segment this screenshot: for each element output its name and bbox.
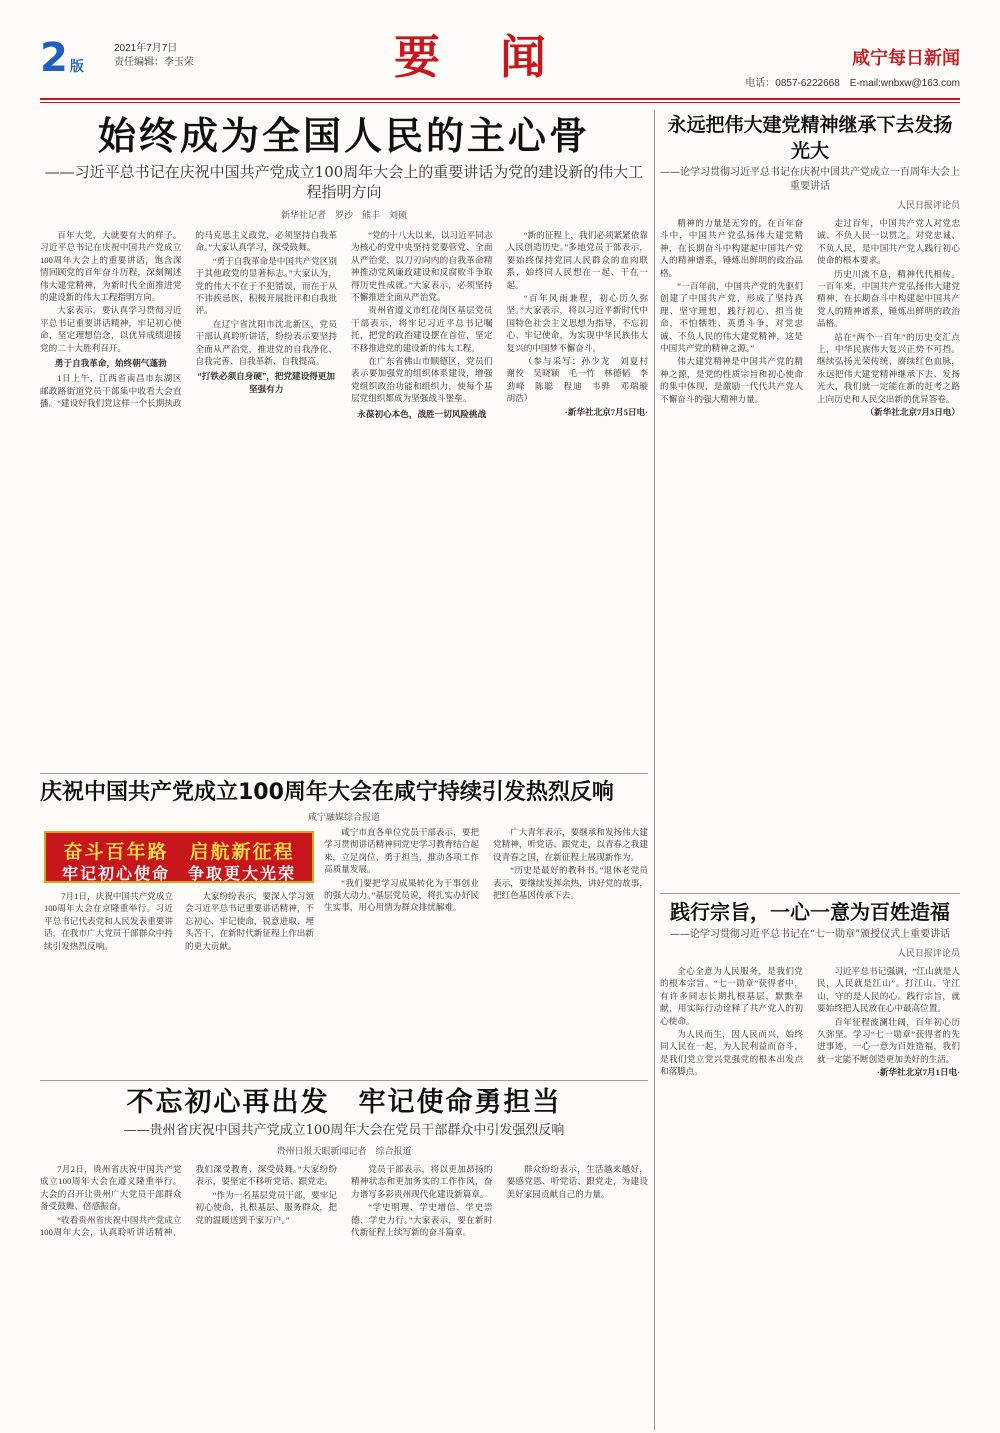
paragraph: 咸宁市直各单位党员干部表示，要把学习贯彻讲话精神同党史学习教育结合起来，立足岗位、勇于担当，推动各项工作高质量发展。 <box>324 827 479 875</box>
paragraph: 习近平总书记强调，“江山就是人民，人民就是江山”。打江山、守江山，守的是人民的心。践行宗旨，就要始终把人民放在心中最高位置。 <box>817 966 960 1014</box>
masthead-rule <box>40 98 960 100</box>
paragraph: 广大青年表示，要继承和发扬伟大建党精神，听党话、跟党走，以青春之我建设青春之国，在新征程上展现新作为。 <box>493 827 648 862</box>
page-number: 2 版 <box>40 35 84 81</box>
paragraph: “收看贵州省庆祝中国共产党成立100周年大会，认真聆听讲话精神，我们深受教育、深受鼓舞。”大家纷纷表示，要坚定不移听党话、跟党走。 <box>40 1164 337 1238</box>
contact-info: 电话：0857-6222668 E-mail:wnbxw@163.com <box>745 78 960 89</box>
lead-byline: 新华社记者 罗沙 熊丰 刘硕 <box>280 210 407 220</box>
paragraph: 贵州省遵义市红花岗区基层党员干部表示，将牢记习近平总书记嘱托，把党的政治建设摆在首位，坚定不移推进党的建设新的伟大工程。 <box>351 305 493 353</box>
issue-date: 2021年7月7日 <box>114 43 178 54</box>
paragraph: 在辽宁省沈阳市沈北新区，党员干部认真聆听讲话，纷纷表示要坚持全面从严治党，推进党的自我净化、自我完善、自我革新、自我提高。 <box>195 318 337 367</box>
paragraph: 站在“两个一百年”的历史交汇点上，中华民族伟大复兴正势不可挡。继续弘扬光荣传统、赓续红色血脉，永远把伟大建党精神继承下去、发扬光大，我们就一定能在新的赶考之路上向历史和人民交出新的优异答卷。 <box>817 331 960 404</box>
column-divider <box>654 110 655 1430</box>
lead-article <box>40 112 657 768</box>
commentary-1-headline[interactable]: 永远把伟大建党精神继承下去发扬光大 <box>667 114 953 162</box>
local-byline: 咸宁融媒综合报道 <box>307 812 380 822</box>
paper-logo: 咸宁每日新闻 <box>852 48 960 69</box>
article-signoff: （新华社北京7月3日电） <box>865 407 960 418</box>
paragraph: “党的十八大以来，以习近平同志为核心的党中央坚持党要管党、全面从严治党，以刀刃向内的自我革命精神推动党风廉政建设和反腐败斗争取得历史性成就。”大家表示，必须坚持不懈推进全面从严治党。 <box>351 230 493 303</box>
banner-line-1: 奋斗百年路 启航新征程 <box>63 841 295 863</box>
commentary-1-byline: 人民日报评论员 <box>896 200 960 210</box>
paragraph: 精神的力量是无穷的。在百年奋斗中，中国共产党弘扬伟大建党精神，在长期奋斗中构建起中国共产党人的精神谱系，锤炼出鲜明的政治品格。 <box>660 218 803 278</box>
commentary-article-1 <box>660 112 960 888</box>
lead-headline[interactable]: 始终成为全国人民的主心骨 <box>97 114 590 158</box>
bottom-article <box>40 1086 648 1428</box>
local-body-left <box>44 890 314 1072</box>
paragraph: 1日上午，江西省南昌市东湖区邮政路街道党员干部集中收看大会直播。“建设好我们党这样一个长期执政的马克思主义政党，必须坚持自我革命。”大家认真学习，深受鼓舞。 <box>40 230 337 409</box>
section-subheading: 勇于自我革命，始终朝气蓬勃 <box>54 358 167 369</box>
paragraph: 历史川流不息，精神代代相传。一百年来，中国共产党弘扬伟大建党精神，在长期奋斗中构建起中国共产党人的精神谱系，锤炼出鲜明的政治品格。 <box>817 268 960 329</box>
paragraph: 在广东省佛山市顺德区，党员们表示要加强党的组织体系建设，增强党组织政治功能和组织力，使每个基层党组织都成为坚强战斗堡垒。 <box>351 356 493 404</box>
section-title: 要闻 <box>394 30 606 84</box>
paragraph: “我们要把学习成果转化为干事创业的强大动力。”基层党员说，将扎实办好民生实事，用心用情为群众排忧解难。 <box>324 877 479 913</box>
lead-body <box>40 229 657 789</box>
bottom-byline: 贵州日报天眼新闻记者 综合报道 <box>276 1146 412 1156</box>
paragraph: 全心全意为人民服务，是我们党的根本宗旨。“七一勋章”获得者中，有许多同志长期扎根基层，默默奉献，用实际行动诠释了共产党人的初心使命。 <box>660 966 803 1026</box>
article-signoff: ·新华社北京7月5日电· <box>564 406 648 417</box>
masthead-rule-thin <box>40 102 960 103</box>
paragraph: 伟大建党精神是中国共产党的精神之源，是党的性质宗旨和初心使命的集中体现，是激励一代代共产党人不懈奋斗的强大精神力量。 <box>660 356 803 404</box>
local-body-right <box>324 826 648 1072</box>
commentary-article-2 <box>660 898 960 1428</box>
paragraph: 大家纷纷表示，要深入学习领会习近平总书记重要讲话精神，不忘初心、牢记使命，锐意进取、埋头苦干，在新时代新征程上作出新的更大贡献。 <box>185 891 314 951</box>
paragraph: 走过百年，中国共产党人对党忠诚、不负人民一以贯之。对党忠诚、不负人民，是中国共产党人践行初心使命的根本要求。 <box>817 218 960 266</box>
paragraph: “学史明理、学史增信、学史崇德、学史力行。”大家表示，要在新时代新征程上续写新的奋斗篇章。 <box>351 1202 493 1238</box>
commentary-2-subhead: ——论学习贯彻习近平总书记在“七一勋章”颁授仪式上重要讲话 <box>669 929 951 940</box>
paragraph: 群众纷纷表示，生活越来越好，要感党恩、听党话、跟党走，为建设美好家园贡献自己的力量。 <box>506 1164 648 1199</box>
article-signoff: ·新华社北京7月1日电· <box>876 1067 960 1078</box>
section-divider <box>40 1080 648 1081</box>
paragraph: “勇于自我革命是中国共产党区别于其他政党的显著标志。”大家认为，党的伟大不在于不犯错误，而在于从不讳疾忌医，积极开展批评和自我批评。 <box>195 255 337 316</box>
commentary-1-subhead: ——论学习贯彻习近平总书记在庆祝中国共产党成立一百周年大会上重要讲话 <box>660 167 960 192</box>
issue-meta <box>114 42 194 70</box>
section-subheading: “打铁必须自身硬”，把党建设得更加坚强有力 <box>197 371 335 394</box>
local-article <box>40 778 648 1074</box>
paragraph: 党员干部表示，将以更加昂扬的精神状态和更加务实的工作作风，奋力谱写多彩贵州现代化建设新篇章。 <box>351 1164 493 1199</box>
paragraph: “新的征程上，我们必须紧紧依靠人民创造历史。”多地党员干部表示，要始终保持党同人民群众的血肉联系，始终同人民想在一起、干在一起。 <box>506 230 648 290</box>
bottom-body <box>40 1163 648 1433</box>
section-subheading: 永葆初心本色，战胜一切风险挑战 <box>357 408 487 419</box>
editor-credit: 责任编辑：李玉荣 <box>114 57 194 68</box>
paragraph: 7月1日，庆祝中国共产党成立100周年大会在京隆重举行。习近平总书记代表党和人民发表重要讲话，在我市广大党员干部群众中持续引发热烈反响。 <box>44 891 173 951</box>
banner-line-2: 牢记初心使命 争取更大光荣 <box>61 864 296 883</box>
reporter-credits: （参与采写：孙少龙 刘夏村 谢佼 吴晓颖 毛一竹 林德韬 李劲峰 陈聪 程迪 韦骅 邓瑞璇 胡浩） <box>506 356 657 404</box>
commentary-2-byline: 人民日报评论员 <box>896 948 960 958</box>
slogan-banner <box>44 831 314 883</box>
commentary-1-body <box>660 217 960 917</box>
paragraph: 大家表示，要认真学习贯彻习近平总书记重要讲话精神，牢记初心使命，坚定理想信念，以优异成绩迎接党的二十大胜利召开。 <box>40 305 182 353</box>
lead-subhead: ——习近平总书记在庆祝中国共产党成立100周年大会上的重要讲话为党的建设新的伟大工程指明方向 <box>44 163 644 201</box>
paragraph: “一百年前，中国共产党的先驱们创建了中国共产党，形成了坚持真理、坚守理想，践行初心、担当使命，不怕牺牲、英勇斗争，对党忠诚、不负人民的伟大建党精神，这是中国共产党的精神之源。” <box>660 281 803 354</box>
bottom-headline[interactable]: 不忘初心再出发 牢记使命勇担当 <box>126 1087 562 1118</box>
paragraph: “作为一名基层党员干部，要牢记初心使命，扎根基层、服务群众，把党的温暖送到千家万户。” <box>195 1189 337 1225</box>
commentary-2-headline[interactable]: 践行宗旨，一心一意为百姓造福 <box>670 900 950 924</box>
paragraph: “百年风雨兼程，初心历久弥坚。”大家表示，将以习近平新时代中国特色社会主义思想为指导，不忘初心、牢记使命，为实现中华民族伟大复兴的中国梦不懈奋斗。 <box>506 293 648 353</box>
paragraph: 7月2日，贵州省庆祝中国共产党成立100周年大会在遵义隆重举行。大会的召开让贵州广大党员干部群众备受鼓舞、倍感振奋。 <box>40 1164 182 1212</box>
paragraph: 百年大党，大就要有大的样子。习近平总书记在庆祝中国共产党成立100周年大会上的重要讲话，饱含深情回顾党的百年奋斗历程，深刻阐述伟大建党精神，为新时代全面推进党的建设新的伟大工程指明方向。 <box>40 230 182 303</box>
paragraph: 为人民而生，因人民而兴，始终同人民在一起，为人民利益而奋斗，是我们党立党兴党强党的根本出发点和落脚点。 <box>660 1029 803 1077</box>
local-headline[interactable]: 庆祝中国共产党成立100周年大会在咸宁持续引发热烈反响 <box>40 780 614 805</box>
paragraph: 百年征程波澜壮阔，百年初心历久弥坚。学习“七一勋章”获得者的先进事迹，一心一意为百姓造福，我们就一定能不断创造更加美好的生活。 <box>817 1016 960 1064</box>
commentary-2-body <box>660 965 960 1425</box>
paragraph: “历史是最好的教科书。”退休老党员表示，要继续发挥余热，讲好党的故事，把红色基因传承下去。 <box>493 865 648 901</box>
bottom-subhead: ——贵州省庆祝中国共产党成立100周年大会在党员干部群众中引发强烈反响 <box>123 1123 565 1138</box>
masthead <box>40 30 960 96</box>
